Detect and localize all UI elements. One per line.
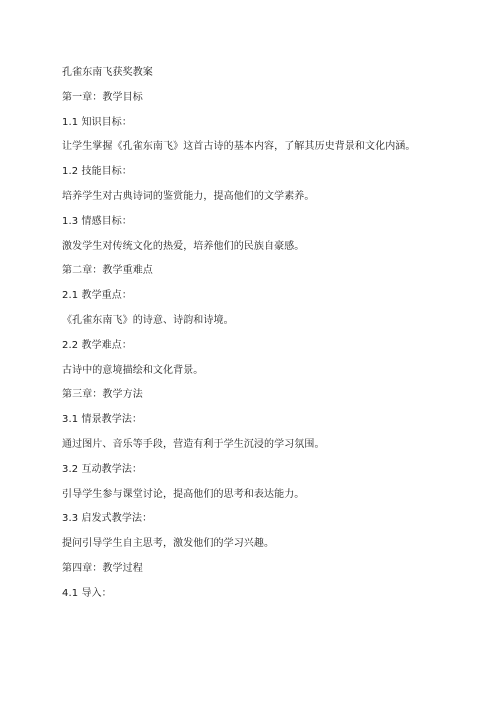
section-3-3-text: 提问引导学生自主思考，激发他们的学习兴趣。 [62, 538, 275, 550]
chapter-3-heading: 第三章：教学方法 [62, 389, 143, 401]
section-1-1-text: 让学生掌握《孔雀东南飞》这首古诗的基本内容，了解其历史背景和文化内涵。 [62, 141, 416, 153]
chapter-4-heading: 第四章：教学过程 [62, 562, 143, 574]
document-body [62, 64, 482, 610]
section-1-3-heading: 1.3 情感目标： [62, 215, 132, 227]
document-title: 孔雀东南飞获奖教案 [62, 67, 153, 78]
section-1-2-text: 培养学生对古典诗词的鉴赏能力，提高他们的文学素养。 [62, 190, 315, 202]
section-3-1-heading: 3.1 情景教学法： [62, 414, 143, 426]
section-2-2-text: 古诗中的意境描绘和文化背景。 [62, 364, 204, 376]
section-4-1-heading: 4.1 导入： [62, 587, 112, 599]
section-3-1-text: 通过图片、音乐等手段，营造有利于学生沉浸的学习氛围。 [62, 438, 325, 450]
chapter-2-heading: 第二章：教学重难点 [62, 265, 153, 277]
section-3-2-heading: 3.2 互动教学法： [62, 463, 143, 475]
section-1-2-heading: 1.2 技能目标： [62, 166, 132, 178]
section-2-1-heading: 2.1 教学重点： [62, 290, 132, 302]
section-2-2-heading: 2.2 教学难点： [62, 339, 132, 351]
section-1-3-text: 激发学生对传统文化的热爱，培养他们的民族自豪感。 [62, 240, 305, 252]
section-3-2-text: 引导学生参与课堂讨论，提高他们的思考和表达能力。 [62, 488, 305, 500]
section-1-1-heading: 1.1 知识目标： [62, 116, 132, 128]
section-3-3-heading: 3.3 启发式教学法： [62, 513, 153, 525]
chapter-1-heading: 第一章：教学目标 [62, 91, 143, 103]
section-2-1-text: 《孔雀东南飞》的诗意、诗韵和诗境。 [62, 314, 234, 326]
